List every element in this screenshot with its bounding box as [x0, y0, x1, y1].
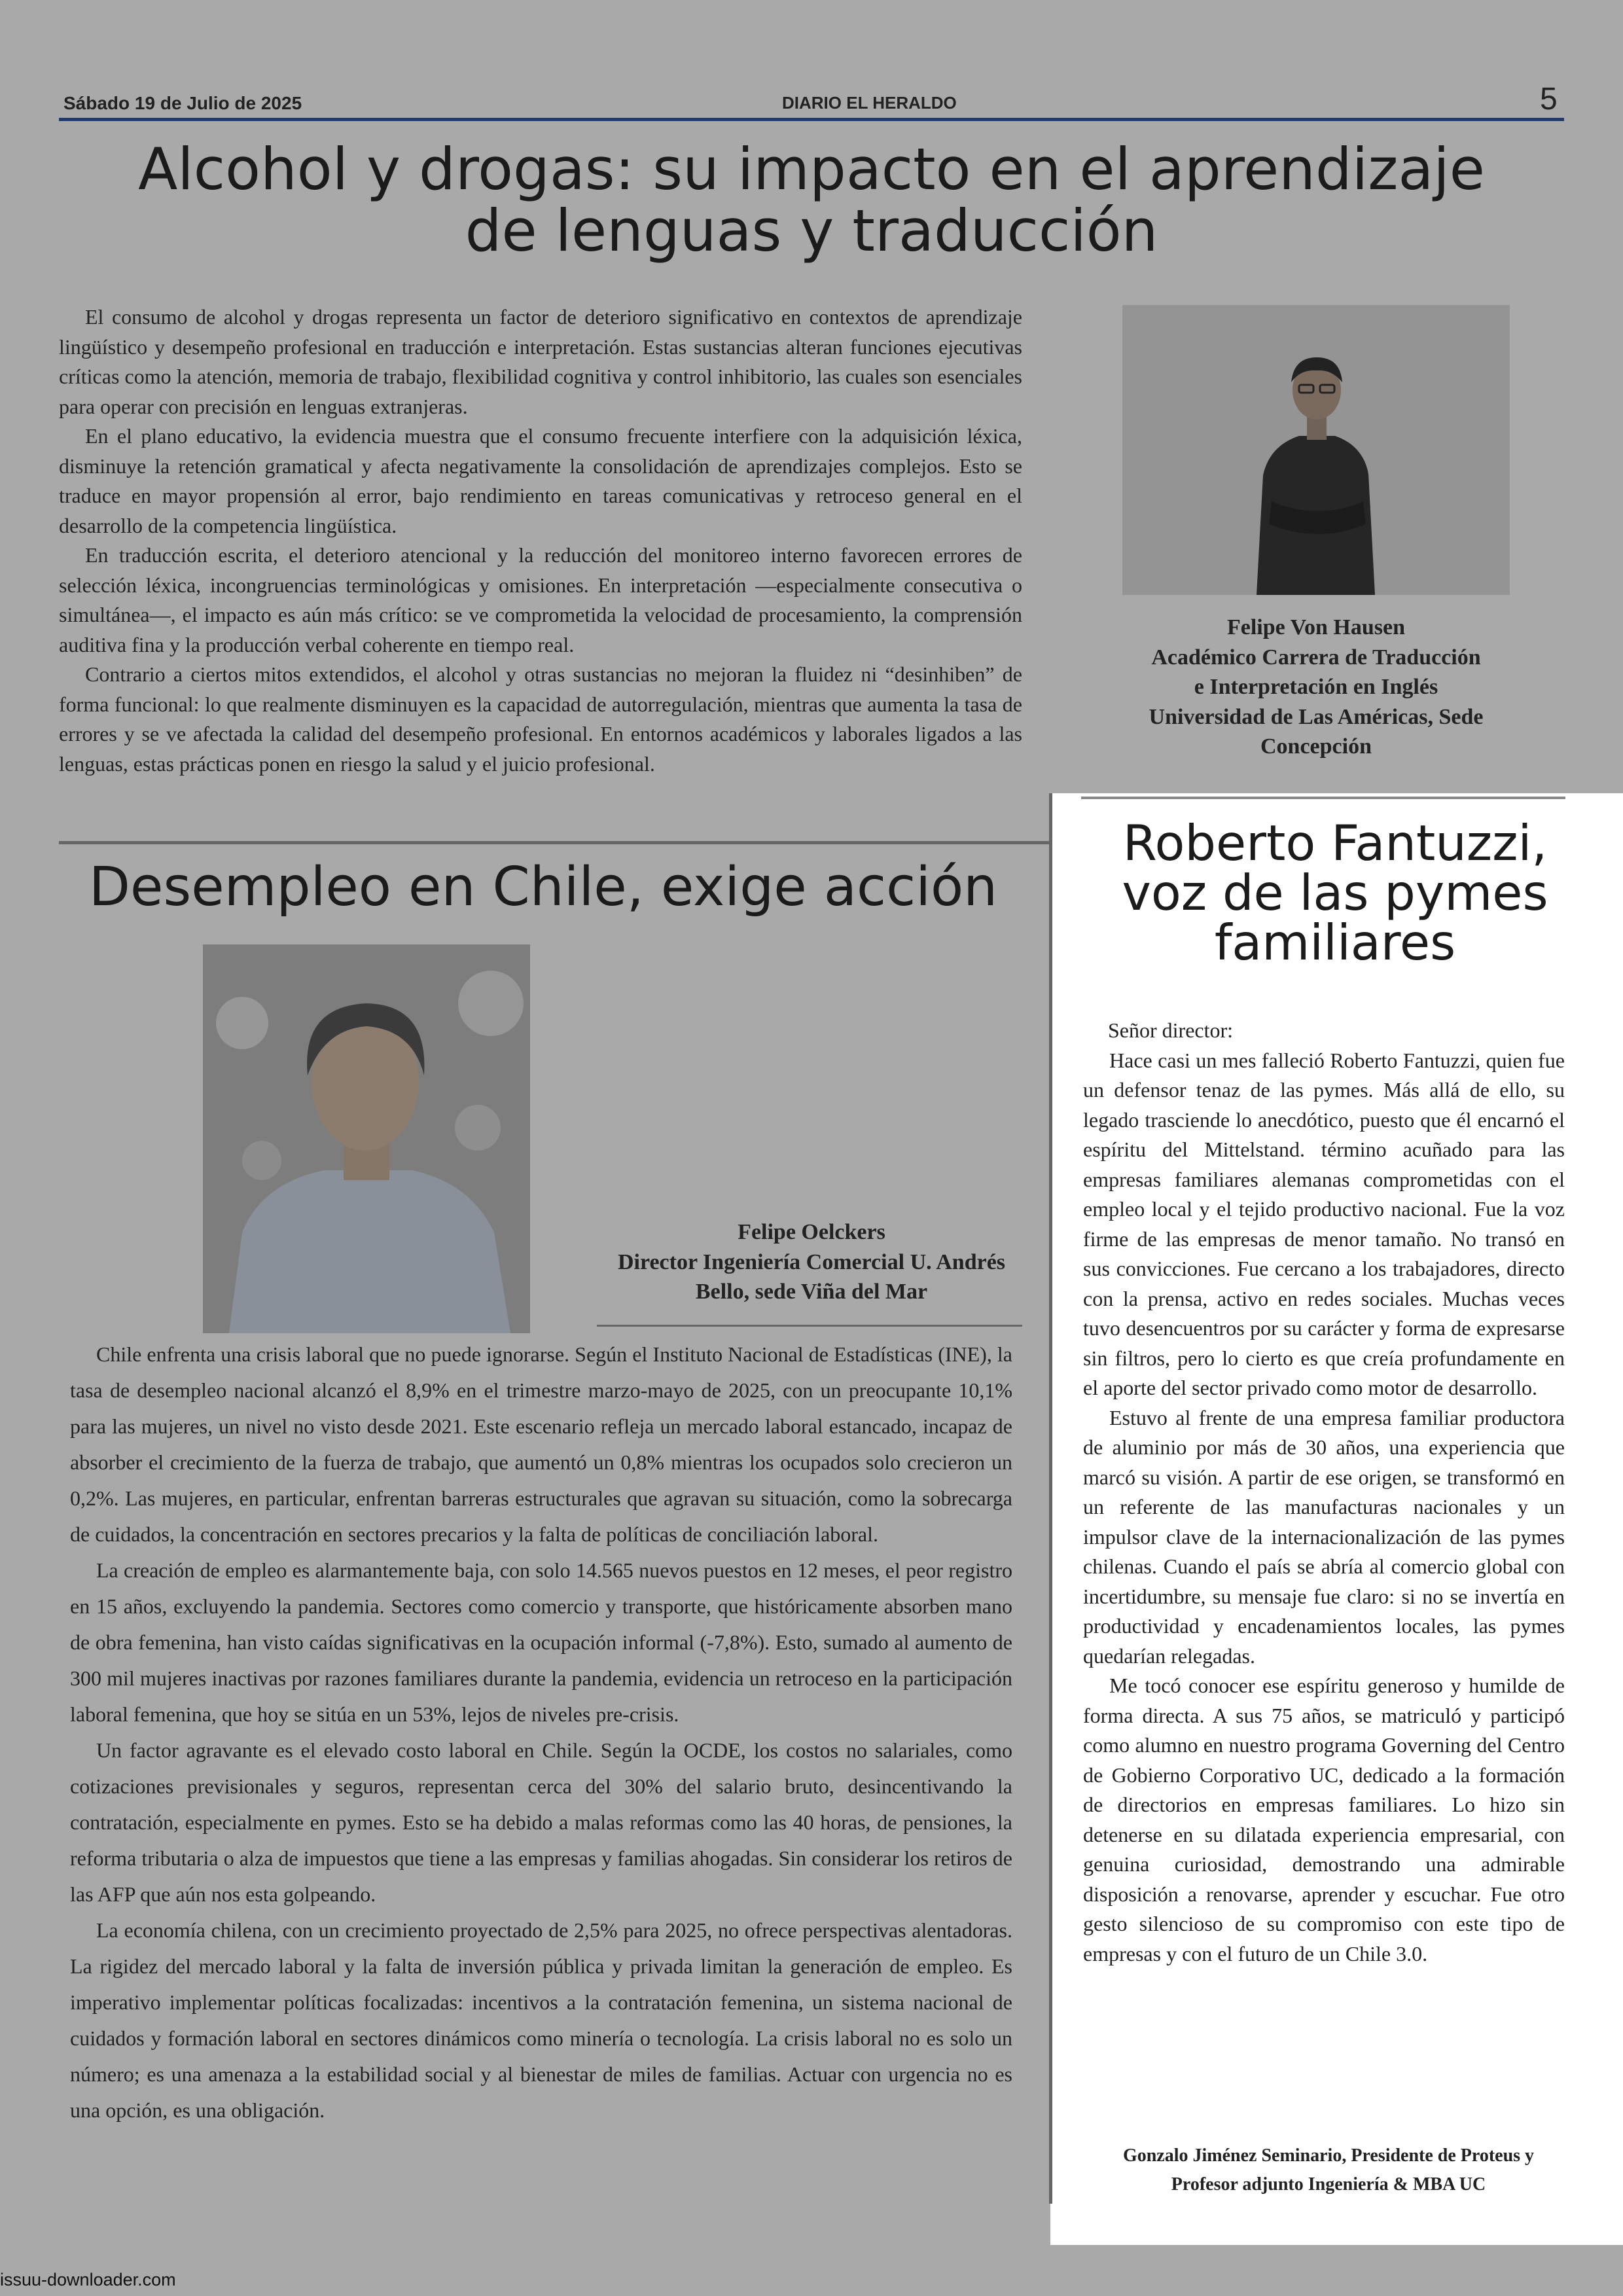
- article-2-body: [70, 1336, 1012, 2128]
- author-role: Académico Carrera de Traducción: [1151, 645, 1481, 670]
- headline-line-3: familiares: [1214, 914, 1456, 971]
- article-1-byline: [1106, 613, 1526, 762]
- author-photo-oelckers: [203, 944, 530, 1333]
- page-number: 5: [1540, 82, 1558, 117]
- sidebar-top-rule: [1081, 797, 1565, 799]
- signature-line: Profesor adjunto Ingeniería & MBA UC: [1171, 2174, 1486, 2195]
- article-3-headline: [1060, 814, 1610, 971]
- paragraph: Un factor agravante es el elevado costo laboral en Chile. Según la OCDE, los costos no salariales, como cotizaciones previsionales y seguros, representan cerca del 30% del salario bruto, desincentivando la contratación, especialmente en pymes. Esto se ha debido a malas reformas como las 40 horas, de pensiones, la reforma tributaria o alza de impuestos que tiene a las empresas y familias ahogadas. Sin considerar los retiros de las AFP que aún nos esta golpeando.: [70, 1738, 1012, 1906]
- paragraph: Estuvo al frente de una empresa familiar productora de aluminio por más de 30 años, una experiencia que marcó su visión. A partir de ese origen, se transformó en un referente de las manufacturas nacionales y un impulsor clave de la internacionalización de las pymes chilenas. Cuando el país se abría al comercio global con incertidumbre, su mensaje fue claro: si no se invertía en productividad y encadenamientos locales, las pymes quedarían relegadas.: [1083, 1405, 1565, 1668]
- watermark-link[interactable]: issuu-downloader.com: [0, 2270, 176, 2289]
- article-2-byline: [589, 1217, 1034, 1307]
- salutation: Señor director:: [1108, 1018, 1234, 1042]
- headline-line-1: Roberto Fantuzzi,: [1122, 814, 1548, 872]
- author-name: Felipe Oelckers: [738, 1220, 885, 1244]
- author-role: Universidad de Las Américas, Sede: [1149, 704, 1484, 729]
- section-divider: [59, 841, 1054, 844]
- paragraph: El consumo de alcohol y drogas representa un factor de deterioro significativo en contextos de aprendizaje lingüístico y desempeño profesional en traducción e interpretación. Estas sustancias alteran funciones ejecutivas críticas como la atención, memoria de trabajo, flexibilidad cognitiva y control inhibitorio, las cuales son esenciales para operar con precisión en lenguas extranjeras.: [59, 305, 1022, 418]
- author-role: Director Ingeniería Comercial U. Andrés: [617, 1249, 1006, 1274]
- article-2-headline: Desempleo en Chile, exige acción: [88, 856, 998, 918]
- paragraph: La economía chilena, con un crecimiento proyectado de 2,5% para 2025, no ofrece perspectivas alentadoras. La rigidez del mercado laboral y la falta de inversión pública y privada limitan la generación de empleo. Es imperativo implementar políticas focalizadas: incentivos a la contratación femenina, un sistema nacional de cuidados y formación laboral en sectores dinámicos como minería o tecnología. La crisis laboral no es solo un número; es una amenaza a la estabilidad social y al bienestar de miles de familias. Actuar con urgencia no es una opción, es una obligación.: [70, 1918, 1012, 2122]
- byline-rule: [597, 1325, 1022, 1327]
- paragraph: Chile enfrenta una crisis laboral que no puede ignorarse. Según el Instituto Nacional de Estadísticas (INE), la tasa de desempleo nacional alcanzó el 8,9% en el trimestre marzo-mayo de 2025, con un preocupante 10,1% para las mujeres, un nivel no visto desde 2021. Este escenario refleja un mercado laboral estancado, incapaz de absorber el crecimiento de la fuerza de trabajo, que aumentó un 0,8% mientras los ocupados solo crecieron un 0,2%. Las mujeres, en particular, enfrentan barreras estructurales que agravan su situación, como la sobrecarga de cuidados, la concentración en sectores precarios y la falta de políticas de conciliación laboral.: [70, 1342, 1012, 1546]
- article-1-body: [59, 302, 1022, 779]
- newspaper-name: DIARIO EL HERALDO: [782, 93, 957, 113]
- author-name: Felipe Von Hausen: [1226, 615, 1406, 639]
- author-role: Concepción: [1260, 734, 1372, 759]
- author-role: e Interpretación en Inglés: [1194, 675, 1438, 699]
- issue-date: Sábado 19 de Julio de 2025: [63, 93, 302, 113]
- headline-line-1: Alcohol y drogas: su impacto en el aprendizaje: [138, 135, 1485, 203]
- headline-line-2: voz de las pymes: [1122, 864, 1548, 922]
- signature-line: Gonzalo Jiménez Seminario, Presidente de Proteus y: [1122, 2145, 1535, 2166]
- paragraph: Me tocó conocer ese espíritu generoso y humilde de forma directa. A sus 75 años, se matriculó y participó como alumno en nuestro programa Governing del Centro de Gobierno Corporativo UC, dedicado a la formación de directorios en empresas familiares. Lo hizo sin detenerse en su dilatada experiencia empresarial, con genuina curiosidad, demostrando una admirable disposición a renovarse, aprender y escuchar. Fue otro gesto silencioso de su compromiso con este tipo de empresas y con el futuro de un Chile 3.0.: [1083, 1674, 1565, 1965]
- header-rule: [59, 118, 1564, 121]
- article-1-headline: [92, 135, 1531, 264]
- paragraph: En el plano educativo, la evidencia muestra que el consumo frecuente interfiere con la adquisición léxica, disminuye la retención gramatical y afecta negativamente la consolidación de aprendizajes complejos. Esto se traduce en mayor propensión al error, bajo rendimiento en tareas comunicativas y retroceso general en el desarrollo de la competencia lingüística.: [59, 424, 1022, 537]
- paragraph: En traducción escrita, el deterioro atencional y la reducción del monitoreo interno favorecen errores de selección léxica, incongruencias terminológicas y omisiones. En interpretación —especialmente consecutiva o simultánea—, el impacto es aún más crítico: se ve comprometida la velocidad de procesamiento, la comprensión auditiva fina y la producción verbal coherente en tiempo real.: [59, 543, 1022, 656]
- article-3-signature: [1086, 2142, 1571, 2199]
- paragraph: Contrario a ciertos mitos extendidos, el alcohol y otras sustancias no mejoran la fluidez ni “desinhiben” de forma funcional: lo que realmente disminuyen es la capacidad de autorregulación, mientras que aumenta la tasa de errores y se ve afectada la calidad del desempeño profesional. En entornos académicos y laborales ligados a las lenguas, estas prácticas ponen en riesgo la salud y el juicio profesional.: [59, 662, 1022, 776]
- sidebar-divider: [1049, 793, 1052, 2204]
- paragraph: La creación de empleo es alarmantemente baja, con solo 14.565 nuevos puestos en 12 meses, el peor registro en 15 años, excluyendo la pandemia. Sectores como comercio y transporte, que históricamente absorben mano de obra femenina, han visto caídas significativas en la ocupación informal (-7,8%). Esto, sumado al aumento de 300 mil mujeres inactivas por razones familiares durante la pandemia, evidencia un retroceso en la participación laboral femenina, que hoy se sitúa en un 53%, lejos de niveles pre-crisis.: [70, 1558, 1012, 1726]
- author-photo-von-hausen: [1122, 305, 1510, 595]
- article-3-body: [1083, 1016, 1565, 1969]
- headline-line-2: de lenguas y traducción: [465, 197, 1158, 264]
- paragraph: Hace casi un mes falleció Roberto Fantuzzi, quien fue un defensor tenaz de las pymes. Más allá de ello, su legado trasciende lo anecdótico, puesto que él encarnó el espíritu del Mittelstand. término acuñado para las empresas familiares alemanas comprometidas con el empleo local y el tejido productivo nacional. Fue la voz firme de las empresas de menor tamaño. No transó en sus convicciones. Fue cercano a los trabajadores, directo con la prensa, activo en redes sociales. Muchas veces tuvo desencuentros por su carácter y forma de expresarse sin filtros, pero lo cierto es que creía profundamente en el aporte del sector privado como motor de desarrollo.: [1083, 1048, 1565, 1399]
- author-role: Bello, sede Viña del Mar: [695, 1280, 928, 1304]
